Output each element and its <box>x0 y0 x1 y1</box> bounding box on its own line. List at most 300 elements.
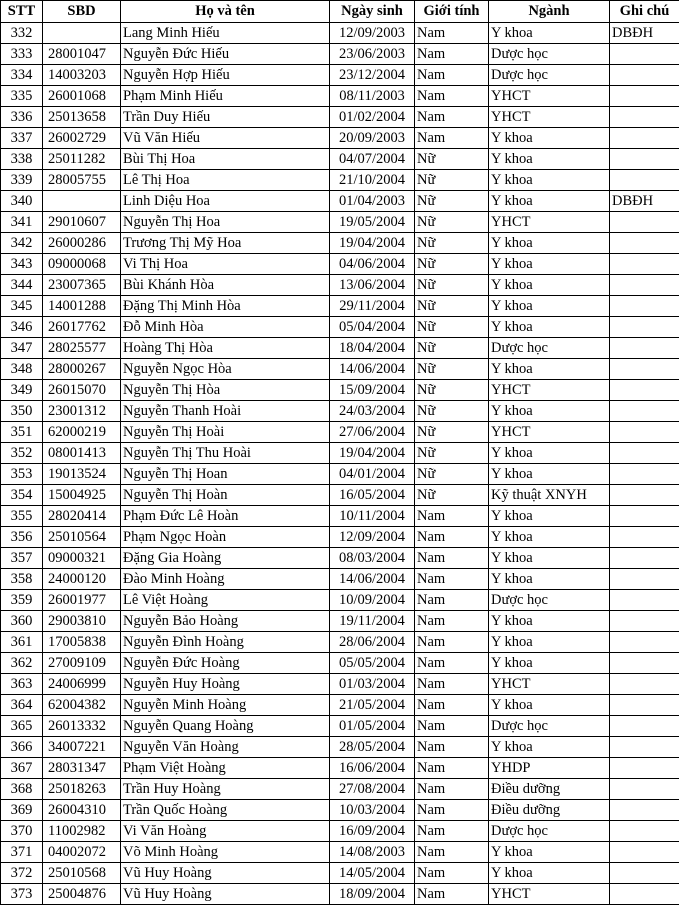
cell-full-name: Vi Thị Hoa <box>121 254 330 275</box>
cell-note <box>610 527 679 548</box>
table-row <box>1 44 679 65</box>
cell-full-name: Lang Minh Hiếu <box>121 23 330 44</box>
cell-major: YHCT <box>489 422 610 443</box>
cell-date-of-birth: 12/09/2003 <box>330 23 415 44</box>
cell-stt: 370 <box>1 821 43 842</box>
cell-stt: 342 <box>1 233 43 254</box>
cell-gender: Nam <box>415 128 489 149</box>
cell-major: YHCT <box>489 674 610 695</box>
cell-sbd: 26015070 <box>43 380 121 401</box>
cell-full-name: Đỗ Minh Hòa <box>121 317 330 338</box>
cell-note <box>610 485 679 506</box>
cell-note <box>610 884 679 905</box>
cell-stt: 350 <box>1 401 43 422</box>
table-row <box>1 65 679 86</box>
cell-note <box>610 632 679 653</box>
cell-sbd: 34007221 <box>43 737 121 758</box>
cell-full-name: Trần Quốc Hoàng <box>121 800 330 821</box>
cell-gender: Nữ <box>415 296 489 317</box>
cell-note <box>610 422 679 443</box>
cell-full-name: Linh Diệu Hoa <box>121 191 330 212</box>
cell-major: YHCT <box>489 212 610 233</box>
cell-major: Y khoa <box>489 569 610 590</box>
cell-sbd: 26001068 <box>43 86 121 107</box>
cell-gender: Nam <box>415 737 489 758</box>
table-row <box>1 380 679 401</box>
cell-major: Y khoa <box>489 695 610 716</box>
cell-sbd <box>43 23 121 44</box>
cell-major: Y khoa <box>489 170 610 191</box>
cell-gender: Nữ <box>415 191 489 212</box>
cell-stt: 354 <box>1 485 43 506</box>
cell-date-of-birth: 10/03/2004 <box>330 800 415 821</box>
cell-date-of-birth: 10/11/2004 <box>330 506 415 527</box>
cell-note <box>610 254 679 275</box>
cell-date-of-birth: 28/06/2004 <box>330 632 415 653</box>
table-row <box>1 695 679 716</box>
cell-full-name: Nguyễn Huy Hoàng <box>121 674 330 695</box>
cell-note <box>610 863 679 884</box>
table-row <box>1 653 679 674</box>
cell-major: YHCT <box>489 107 610 128</box>
cell-major: YHCT <box>489 884 610 905</box>
cell-stt: 334 <box>1 65 43 86</box>
cell-stt: 366 <box>1 737 43 758</box>
table-row <box>1 800 679 821</box>
cell-date-of-birth: 08/03/2004 <box>330 548 415 569</box>
cell-full-name: Trương Thị Mỹ Hoa <box>121 233 330 254</box>
cell-stt: 363 <box>1 674 43 695</box>
cell-note <box>610 296 679 317</box>
cell-sbd: 28001047 <box>43 44 121 65</box>
cell-gender: Nam <box>415 23 489 44</box>
table-row <box>1 23 679 44</box>
cell-stt: 362 <box>1 653 43 674</box>
cell-full-name: Vũ Huy Hoàng <box>121 863 330 884</box>
table-row <box>1 212 679 233</box>
cell-stt: 357 <box>1 548 43 569</box>
cell-sbd: 23001312 <box>43 401 121 422</box>
cell-date-of-birth: 23/06/2003 <box>330 44 415 65</box>
cell-gender: Nam <box>415 65 489 86</box>
cell-date-of-birth: 10/09/2004 <box>330 590 415 611</box>
cell-major: Y khoa <box>489 191 610 212</box>
cell-date-of-birth: 12/09/2004 <box>330 527 415 548</box>
cell-date-of-birth: 27/08/2004 <box>330 779 415 800</box>
cell-sbd: 19013524 <box>43 464 121 485</box>
cell-note <box>610 779 679 800</box>
cell-major: Dược học <box>489 338 610 359</box>
table-row <box>1 464 679 485</box>
table-row <box>1 149 679 170</box>
table-row <box>1 548 679 569</box>
cell-sbd: 27009109 <box>43 653 121 674</box>
cell-date-of-birth: 15/09/2004 <box>330 380 415 401</box>
cell-stt: 336 <box>1 107 43 128</box>
cell-full-name: Hoàng Thị Hòa <box>121 338 330 359</box>
cell-stt: 358 <box>1 569 43 590</box>
cell-date-of-birth: 19/04/2004 <box>330 443 415 464</box>
cell-note <box>610 758 679 779</box>
cell-sbd: 62000219 <box>43 422 121 443</box>
cell-gender: Nam <box>415 779 489 800</box>
cell-sbd: 15004925 <box>43 485 121 506</box>
cell-major: Y khoa <box>489 275 610 296</box>
cell-full-name: Nguyễn Ngọc Hòa <box>121 359 330 380</box>
cell-gender: Nữ <box>415 317 489 338</box>
cell-gender: Nữ <box>415 401 489 422</box>
cell-sbd: 28005755 <box>43 170 121 191</box>
cell-major: Kỹ thuật XNYH <box>489 485 610 506</box>
cell-full-name: Nguyễn Thị Thu Hoài <box>121 443 330 464</box>
cell-gender: Nữ <box>415 485 489 506</box>
cell-stt: 344 <box>1 275 43 296</box>
cell-major: Y khoa <box>489 254 610 275</box>
cell-full-name: Lê Thị Hoa <box>121 170 330 191</box>
cell-full-name: Bùi Khánh Hòa <box>121 275 330 296</box>
cell-date-of-birth: 04/07/2004 <box>330 149 415 170</box>
cell-gender: Nữ <box>415 170 489 191</box>
cell-date-of-birth: 18/09/2004 <box>330 884 415 905</box>
table-row <box>1 842 679 863</box>
cell-sbd: 14001288 <box>43 296 121 317</box>
cell-note <box>610 506 679 527</box>
cell-full-name: Phạm Ngọc Hoàn <box>121 527 330 548</box>
table-row <box>1 359 679 380</box>
cell-date-of-birth: 01/05/2004 <box>330 716 415 737</box>
cell-full-name: Đặng Thị Minh Hòa <box>121 296 330 317</box>
cell-full-name: Vi Văn Hoàng <box>121 821 330 842</box>
cell-date-of-birth: 04/01/2004 <box>330 464 415 485</box>
cell-note <box>610 212 679 233</box>
cell-note <box>610 695 679 716</box>
cell-major: Y khoa <box>489 401 610 422</box>
cell-full-name: Phạm Minh Hiếu <box>121 86 330 107</box>
cell-gender: Nữ <box>415 380 489 401</box>
cell-gender: Nam <box>415 611 489 632</box>
cell-major: Y khoa <box>489 128 610 149</box>
cell-full-name: Trần Duy Hiếu <box>121 107 330 128</box>
cell-date-of-birth: 20/09/2003 <box>330 128 415 149</box>
cell-major: Dược học <box>489 821 610 842</box>
cell-note <box>610 401 679 422</box>
cell-date-of-birth: 14/05/2004 <box>330 863 415 884</box>
cell-gender: Nam <box>415 758 489 779</box>
cell-sbd: 24006999 <box>43 674 121 695</box>
cell-gender: Nữ <box>415 422 489 443</box>
cell-stt: 361 <box>1 632 43 653</box>
cell-note <box>610 65 679 86</box>
header-date-of-birth: Ngày sinh <box>330 1 415 23</box>
cell-major: Y khoa <box>489 464 610 485</box>
table-row <box>1 758 679 779</box>
table-row <box>1 716 679 737</box>
cell-major: Y khoa <box>489 23 610 44</box>
table-row <box>1 422 679 443</box>
cell-major: YHDP <box>489 758 610 779</box>
cell-stt: 352 <box>1 443 43 464</box>
cell-gender: Nữ <box>415 212 489 233</box>
cell-date-of-birth: 01/03/2004 <box>330 674 415 695</box>
cell-major: Y khoa <box>489 317 610 338</box>
cell-sbd: 08001413 <box>43 443 121 464</box>
table-row <box>1 86 679 107</box>
table-row <box>1 191 679 212</box>
cell-major: Dược học <box>489 44 610 65</box>
cell-sbd: 28025577 <box>43 338 121 359</box>
cell-date-of-birth: 13/06/2004 <box>330 275 415 296</box>
cell-gender: Nữ <box>415 338 489 359</box>
cell-full-name: Nguyễn Thị Hoài <box>121 422 330 443</box>
cell-full-name: Đặng Gia Hoàng <box>121 548 330 569</box>
cell-date-of-birth: 16/09/2004 <box>330 821 415 842</box>
cell-sbd: 14003203 <box>43 65 121 86</box>
cell-sbd: 09000321 <box>43 548 121 569</box>
cell-date-of-birth: 23/12/2004 <box>330 65 415 86</box>
cell-note <box>610 737 679 758</box>
table-row <box>1 296 679 317</box>
cell-gender: Nam <box>415 716 489 737</box>
cell-full-name: Bùi Thị Hoa <box>121 149 330 170</box>
cell-note <box>610 44 679 65</box>
cell-note <box>610 233 679 254</box>
header-full-name: Họ và tên <box>121 1 330 23</box>
cell-date-of-birth: 19/11/2004 <box>330 611 415 632</box>
cell-full-name: Nguyễn Thanh Hoài <box>121 401 330 422</box>
cell-stt: 341 <box>1 212 43 233</box>
table-row <box>1 569 679 590</box>
cell-full-name: Trần Huy Hoàng <box>121 779 330 800</box>
cell-date-of-birth: 14/06/2004 <box>330 569 415 590</box>
cell-major: Y khoa <box>489 443 610 464</box>
table-row <box>1 128 679 149</box>
cell-date-of-birth: 08/11/2003 <box>330 86 415 107</box>
cell-sbd: 26004310 <box>43 800 121 821</box>
cell-gender: Nam <box>415 842 489 863</box>
cell-stt: 369 <box>1 800 43 821</box>
table-row <box>1 443 679 464</box>
cell-stt: 349 <box>1 380 43 401</box>
table-row <box>1 779 679 800</box>
cell-date-of-birth: 01/02/2004 <box>330 107 415 128</box>
table-row <box>1 107 679 128</box>
cell-note <box>610 842 679 863</box>
cell-sbd: 09000068 <box>43 254 121 275</box>
cell-stt: 371 <box>1 842 43 863</box>
table-row <box>1 317 679 338</box>
cell-note <box>610 569 679 590</box>
cell-full-name: Nguyễn Thị Hoàn <box>121 485 330 506</box>
table-row <box>1 884 679 905</box>
cell-date-of-birth: 01/04/2003 <box>330 191 415 212</box>
cell-sbd: 28031347 <box>43 758 121 779</box>
cell-stt: 339 <box>1 170 43 191</box>
cell-date-of-birth: 21/05/2004 <box>330 695 415 716</box>
cell-gender: Nam <box>415 884 489 905</box>
cell-major: Dược học <box>489 716 610 737</box>
cell-stt: 367 <box>1 758 43 779</box>
cell-sbd: 25018263 <box>43 779 121 800</box>
cell-gender: Nữ <box>415 149 489 170</box>
cell-major: YHCT <box>489 380 610 401</box>
cell-gender: Nữ <box>415 443 489 464</box>
cell-major: Điều dưỡng <box>489 800 610 821</box>
cell-gender: Nữ <box>415 359 489 380</box>
cell-gender: Nam <box>415 653 489 674</box>
cell-gender: Nam <box>415 821 489 842</box>
cell-gender: Nữ <box>415 254 489 275</box>
cell-date-of-birth: 05/04/2004 <box>330 317 415 338</box>
cell-note <box>610 338 679 359</box>
cell-major: Y khoa <box>489 611 610 632</box>
cell-date-of-birth: 16/05/2004 <box>330 485 415 506</box>
cell-gender: Nam <box>415 548 489 569</box>
cell-gender: Nam <box>415 863 489 884</box>
cell-stt: 355 <box>1 506 43 527</box>
cell-stt: 345 <box>1 296 43 317</box>
cell-sbd <box>43 191 121 212</box>
cell-full-name: Vũ Văn Hiếu <box>121 128 330 149</box>
cell-sbd: 28000267 <box>43 359 121 380</box>
table-row <box>1 275 679 296</box>
table-row <box>1 254 679 275</box>
cell-major: YHCT <box>489 86 610 107</box>
cell-date-of-birth: 04/06/2004 <box>330 254 415 275</box>
cell-sbd: 25010564 <box>43 527 121 548</box>
cell-sbd: 25013658 <box>43 107 121 128</box>
cell-note <box>610 443 679 464</box>
cell-stt: 340 <box>1 191 43 212</box>
header-row <box>1 1 679 23</box>
cell-gender: Nam <box>415 107 489 128</box>
cell-note <box>610 107 679 128</box>
cell-gender: Nam <box>415 632 489 653</box>
table-row <box>1 611 679 632</box>
cell-sbd: 26001977 <box>43 590 121 611</box>
cell-stt: 348 <box>1 359 43 380</box>
cell-major: Y khoa <box>489 506 610 527</box>
cell-sbd: 26017762 <box>43 317 121 338</box>
cell-note <box>610 800 679 821</box>
cell-stt: 343 <box>1 254 43 275</box>
cell-major: Y khoa <box>489 653 610 674</box>
cell-major: Điều dưỡng <box>489 779 610 800</box>
table-row <box>1 863 679 884</box>
cell-stt: 337 <box>1 128 43 149</box>
cell-note <box>610 464 679 485</box>
cell-note: DBĐH <box>610 191 679 212</box>
cell-sbd: 24000120 <box>43 569 121 590</box>
cell-date-of-birth: 28/05/2004 <box>330 737 415 758</box>
cell-sbd: 62004382 <box>43 695 121 716</box>
cell-sbd: 04002072 <box>43 842 121 863</box>
cell-sbd: 29003810 <box>43 611 121 632</box>
cell-date-of-birth: 14/06/2004 <box>330 359 415 380</box>
cell-full-name: Lê Việt Hoàng <box>121 590 330 611</box>
cell-note <box>610 380 679 401</box>
cell-sbd: 26013332 <box>43 716 121 737</box>
cell-gender: Nam <box>415 695 489 716</box>
cell-date-of-birth: 19/04/2004 <box>330 233 415 254</box>
cell-stt: 359 <box>1 590 43 611</box>
cell-major: Dược học <box>489 590 610 611</box>
cell-full-name: Nguyễn Thị Hoa <box>121 212 330 233</box>
table-row <box>1 821 679 842</box>
cell-major: Y khoa <box>489 527 610 548</box>
cell-note <box>610 653 679 674</box>
cell-major: Y khoa <box>489 149 610 170</box>
cell-full-name: Nguyễn Minh Hoàng <box>121 695 330 716</box>
cell-stt: 347 <box>1 338 43 359</box>
table-row <box>1 506 679 527</box>
cell-date-of-birth: 14/08/2003 <box>330 842 415 863</box>
cell-stt: 333 <box>1 44 43 65</box>
cell-note <box>610 359 679 380</box>
cell-full-name: Nguyễn Đình Hoàng <box>121 632 330 653</box>
cell-note <box>610 275 679 296</box>
cell-gender: Nam <box>415 506 489 527</box>
table-row <box>1 590 679 611</box>
cell-major: Y khoa <box>489 842 610 863</box>
cell-gender: Nữ <box>415 464 489 485</box>
cell-date-of-birth: 27/06/2004 <box>330 422 415 443</box>
cell-note <box>610 821 679 842</box>
table-body <box>1 23 679 905</box>
cell-date-of-birth: 18/04/2004 <box>330 338 415 359</box>
cell-full-name: Nguyễn Hợp Hiếu <box>121 65 330 86</box>
cell-note <box>610 170 679 191</box>
table-row <box>1 485 679 506</box>
cell-major: Y khoa <box>489 737 610 758</box>
cell-sbd: 29010607 <box>43 212 121 233</box>
cell-major: Y khoa <box>489 863 610 884</box>
cell-sbd: 25010568 <box>43 863 121 884</box>
cell-note: DBĐH <box>610 23 679 44</box>
cell-date-of-birth: 19/05/2004 <box>330 212 415 233</box>
cell-stt: 351 <box>1 422 43 443</box>
cell-full-name: Phạm Việt Hoàng <box>121 758 330 779</box>
cell-gender: Nam <box>415 590 489 611</box>
cell-sbd: 25011282 <box>43 149 121 170</box>
cell-stt: 335 <box>1 86 43 107</box>
cell-date-of-birth: 05/05/2004 <box>330 653 415 674</box>
cell-full-name: Nguyễn Đức Hiếu <box>121 44 330 65</box>
cell-major: Y khoa <box>489 296 610 317</box>
table-row <box>1 170 679 191</box>
cell-gender: Nữ <box>415 233 489 254</box>
cell-sbd: 26000286 <box>43 233 121 254</box>
cell-full-name: Đào Minh Hoàng <box>121 569 330 590</box>
cell-sbd: 23007365 <box>43 275 121 296</box>
cell-gender: Nữ <box>415 275 489 296</box>
cell-full-name: Nguyễn Đức Hoàng <box>121 653 330 674</box>
table-row <box>1 527 679 548</box>
cell-stt: 368 <box>1 779 43 800</box>
cell-full-name: Nguyễn Bảo Hoàng <box>121 611 330 632</box>
cell-stt: 356 <box>1 527 43 548</box>
cell-stt: 373 <box>1 884 43 905</box>
cell-stt: 364 <box>1 695 43 716</box>
header-gender: Giới tính <box>415 1 489 23</box>
table-row <box>1 737 679 758</box>
cell-sbd: 28020414 <box>43 506 121 527</box>
cell-full-name: Võ Minh Hoàng <box>121 842 330 863</box>
cell-gender: Nam <box>415 569 489 590</box>
cell-major: Y khoa <box>489 632 610 653</box>
cell-date-of-birth: 16/06/2004 <box>330 758 415 779</box>
table-row <box>1 674 679 695</box>
cell-full-name: Nguyễn Văn Hoàng <box>121 737 330 758</box>
